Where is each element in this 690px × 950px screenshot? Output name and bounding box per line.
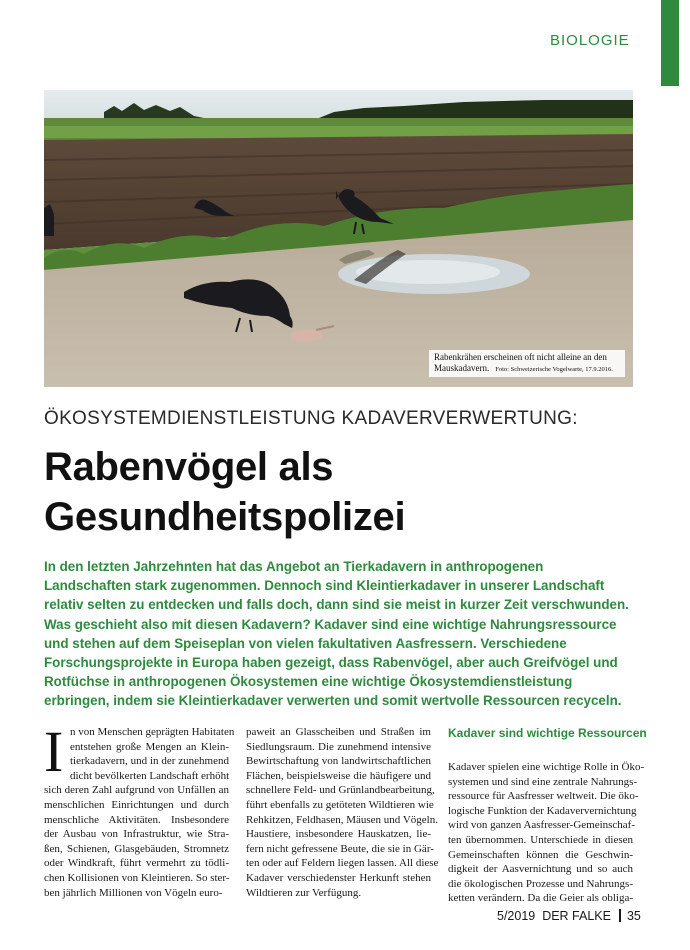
body-text-line: Flächen, beispielsweise die häufigere und: [246, 769, 431, 782]
body-text-line: digkeit der Aasvernichtung und so auch: [448, 863, 633, 876]
body-text-line: Bewirtschaftung von landwirtschaftlichen: [246, 755, 431, 768]
body-text-line: Kadaver verschiedenster Herkunft stehen: [246, 871, 431, 884]
body-text-line: die ökologischen Prozesse und Nahrungs-: [448, 877, 633, 890]
photo-caption: [429, 350, 625, 377]
body-column-3: [448, 760, 645, 906]
body-text-line: ßen, Schienen, Glasgebäuden, Stromnetz: [44, 842, 229, 855]
body-text-line: ketten verändern. Da die Geier als obliga-: [448, 892, 633, 905]
body-column-1: [44, 719, 235, 900]
body-text-line: führt ebenfalls zu getöteten Wildtieren wie: [246, 798, 434, 811]
body-text-line: ten oder auf Feldern liegen lassen. All diese: [246, 857, 439, 870]
article-kicker: ÖKOSYSTEMDIENSTLEISTUNG KADAVERVERWERTUNG:: [44, 408, 578, 429]
magazine-name: DER FALKE: [542, 909, 611, 923]
body-text-line: logische Funktion der Kadaververnichtung: [448, 804, 637, 817]
section-subheading: Kadaver sind wichtige Ressourcen: [448, 726, 647, 740]
article-title-line-1: Rabenvögel als: [44, 445, 334, 489]
body-text-line: dicht bevölkerten Landschaft erhöht: [70, 769, 230, 782]
body-text-line: Haustiere, insbesondere Hauskatzen, lie-: [246, 828, 431, 841]
body-text-line: chen Kollisionen von Kleintieren. So ster-: [44, 871, 230, 884]
body-text-line: der Ausbau von Infrastruktur, wie Stra-: [44, 828, 229, 841]
body-text-line: oder Windkraft, führt vermehrt zu tödli-: [44, 857, 229, 870]
issue-number: 5/2019: [497, 909, 536, 923]
body-text-line: paweit an Glasscheiben und Straßen im: [246, 726, 431, 738]
article-title: [44, 442, 644, 542]
body-text-line: Rehkitzen, Feldhasen, Mäusen und Vögeln.: [246, 813, 438, 826]
page-number: 35: [626, 909, 641, 923]
article-photo: [44, 90, 633, 387]
footer-divider: [619, 909, 621, 922]
article-lead: In den letzten Jahrzehnten hat das Angebot an Tierkadavern in anthropogenen Landschaften stark zugenommen. Dennoch sind Kleintierkadaver in unserer Landschaft relativ selten zu entdecken und falls doch, dann sind sie meist in kurzer Zeit verschwunden. Was geschieht also mit diesen Kadavern? Kadaver sind eine wichtige Nahrungsressource und stehen auf dem Speiseplan von vielen fakultativen Aasfressern. Verschiedene Forschungsprojekte in Europa haben gezeigt, dass Rabenvögel, aber auch Greifvögel und Rotfüchse in anthropogenen Ökosystemen eine wichtige Ökosystemdienstleistung erbringen, indem sie Kleintierkadaver verwerten und somit wertvolle Ressourcen recyceln.: [44, 559, 629, 709]
body-text-line: sich deren Zahl aufgrund von Unfällen an: [44, 784, 229, 797]
body-text-line: menschlichen Einrichtungen und durch: [44, 798, 229, 811]
body-text-line: Kadaver spielen eine wichtige Rolle in Öko-: [448, 761, 645, 773]
body-text-line: ben jährlich Millionen von Vögeln euro-: [44, 886, 223, 899]
body-text-line: ressource für Aasfresser weltweit. Die öko-: [448, 790, 639, 803]
section-color-tab: [661, 0, 679, 86]
body-text-line: Siedlungsraum. Die zunehmend intensive: [246, 740, 431, 753]
body-text-line: n von Menschen geprägten Habitaten: [70, 726, 235, 738]
body-text-line: entstehen große Mengen an Klein-: [70, 740, 229, 753]
photo-caption-text: Rabenkrähen erscheinen oft nicht alleine an den Mauskadavern.: [434, 352, 607, 373]
body-text-line: systemen und sind eine zentrale Nahrungs-: [448, 775, 638, 788]
body-text-line: Gemeinschaften können die Geschwin-: [448, 848, 633, 861]
body-column-2: [246, 725, 439, 900]
body-text-line: wird von ganzen Aasfresser-Gemeinschaf-: [448, 819, 636, 832]
drop-cap: I: [44, 719, 64, 784]
body-text-line: fern nicht gefressene Beute, die sie in Gär-: [246, 842, 434, 855]
body-text-line: Wildtieren zur Verfügung.: [246, 886, 362, 899]
body-text-line: schnellere Feld- und Grünlandbearbeitung,: [246, 784, 435, 797]
photo-credit: Foto: Schweizerische Vogelwarte, 17.9.2016.: [495, 366, 613, 373]
body-text-line: menschliche Aktivitäten. Insbesondere: [44, 813, 229, 826]
article-title-line-2: Gesundheitspolizei: [44, 495, 406, 539]
section-label: BIOLOGIE: [550, 32, 630, 49]
page-footer: [497, 909, 641, 923]
body-text-line: ten übernommen. Unterschiede in diesen: [448, 833, 633, 846]
body-text-line: tierkadavern, und in der zunehmend: [70, 755, 229, 768]
